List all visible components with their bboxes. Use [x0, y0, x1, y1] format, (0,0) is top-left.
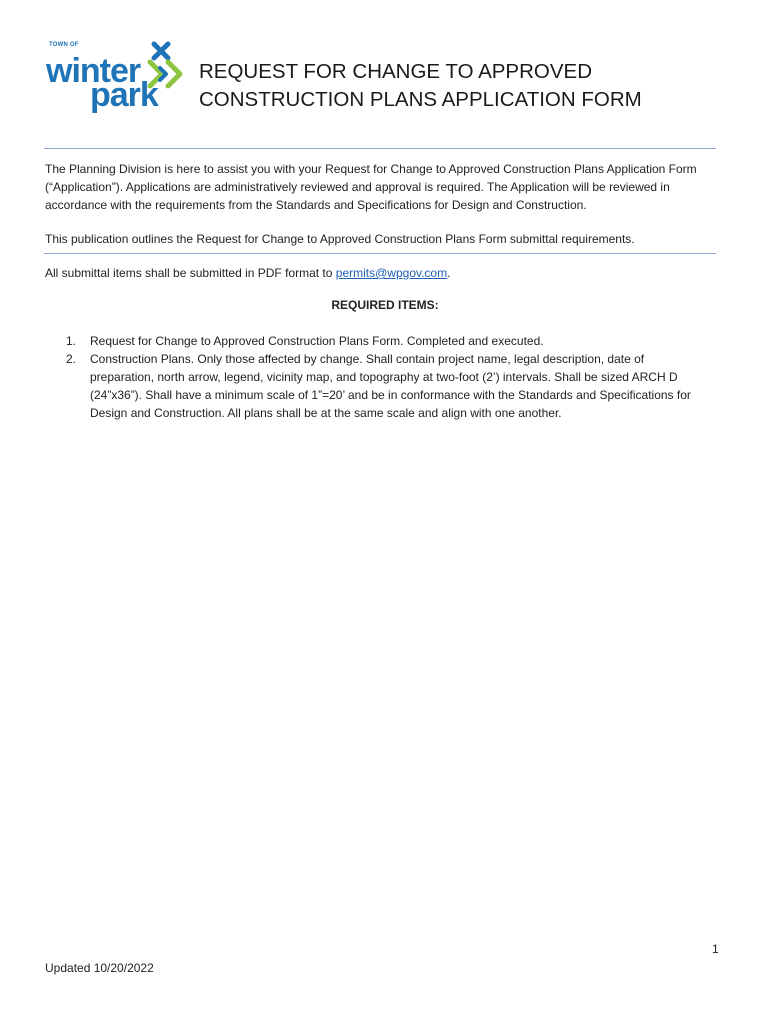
list-item-text: Request for Change to Approved Construction Plans Form. Completed and executed. [90, 334, 544, 348]
list-item [66, 350, 706, 422]
email-link[interactable]: permits@wpgov.com [335, 266, 448, 280]
required-items-heading: REQUIRED ITEMS: [331, 298, 439, 312]
submittal-suffix: . [447, 266, 451, 280]
list-item-number: 1. [66, 334, 77, 348]
page-number: 1 [712, 942, 719, 956]
section-divider [44, 253, 716, 254]
logo-winter-text: winter [46, 52, 141, 90]
list-item [66, 332, 706, 350]
logo-town-text: TOWN OF [49, 42, 79, 48]
title-divider [44, 148, 716, 149]
footer-updated-date: Updated 10/20/2022 [45, 961, 154, 975]
list-item-number: 2. [66, 352, 77, 366]
submittal-prefix: All submittal items shall be submitted in PDF format to [45, 266, 336, 280]
list-item-text: Construction Plans. Only those affected by change. Shall contain project name, legal description, date of preparation, north arrow, legend, vicinity map, and topography at two-foot (2’) intervals. Shall be sized ARCH D (24”x36”). Shall have a minimum scale of 1”=20’ and be in conformance with the Standards and Specifications for Design and Construction. All plans shall be at the same scale and align with one another. [90, 352, 691, 420]
page-title: REQUEST FOR CHANGE TO APPROVED CONSTRUCTION PLANS APPLICATION FORM [199, 60, 642, 111]
publication-paragraph: This publication outlines the Request for Change to Approved Construction Plans Form submittal requirements. [45, 232, 635, 246]
logo-park-text: park [90, 76, 158, 114]
required-items-list [66, 332, 706, 422]
submittal-paragraph [45, 264, 717, 282]
intro-paragraph: The Planning Division is here to assist you with your Request for Change to Approved Construction Plans Application Form (“Application”). Applications are administratively reviewed and approval is required. The Application will be reviewed in accordance with the requirements from the Standards and Specifications for Design and Construction. [45, 162, 697, 212]
winter-park-logo [46, 40, 188, 116]
